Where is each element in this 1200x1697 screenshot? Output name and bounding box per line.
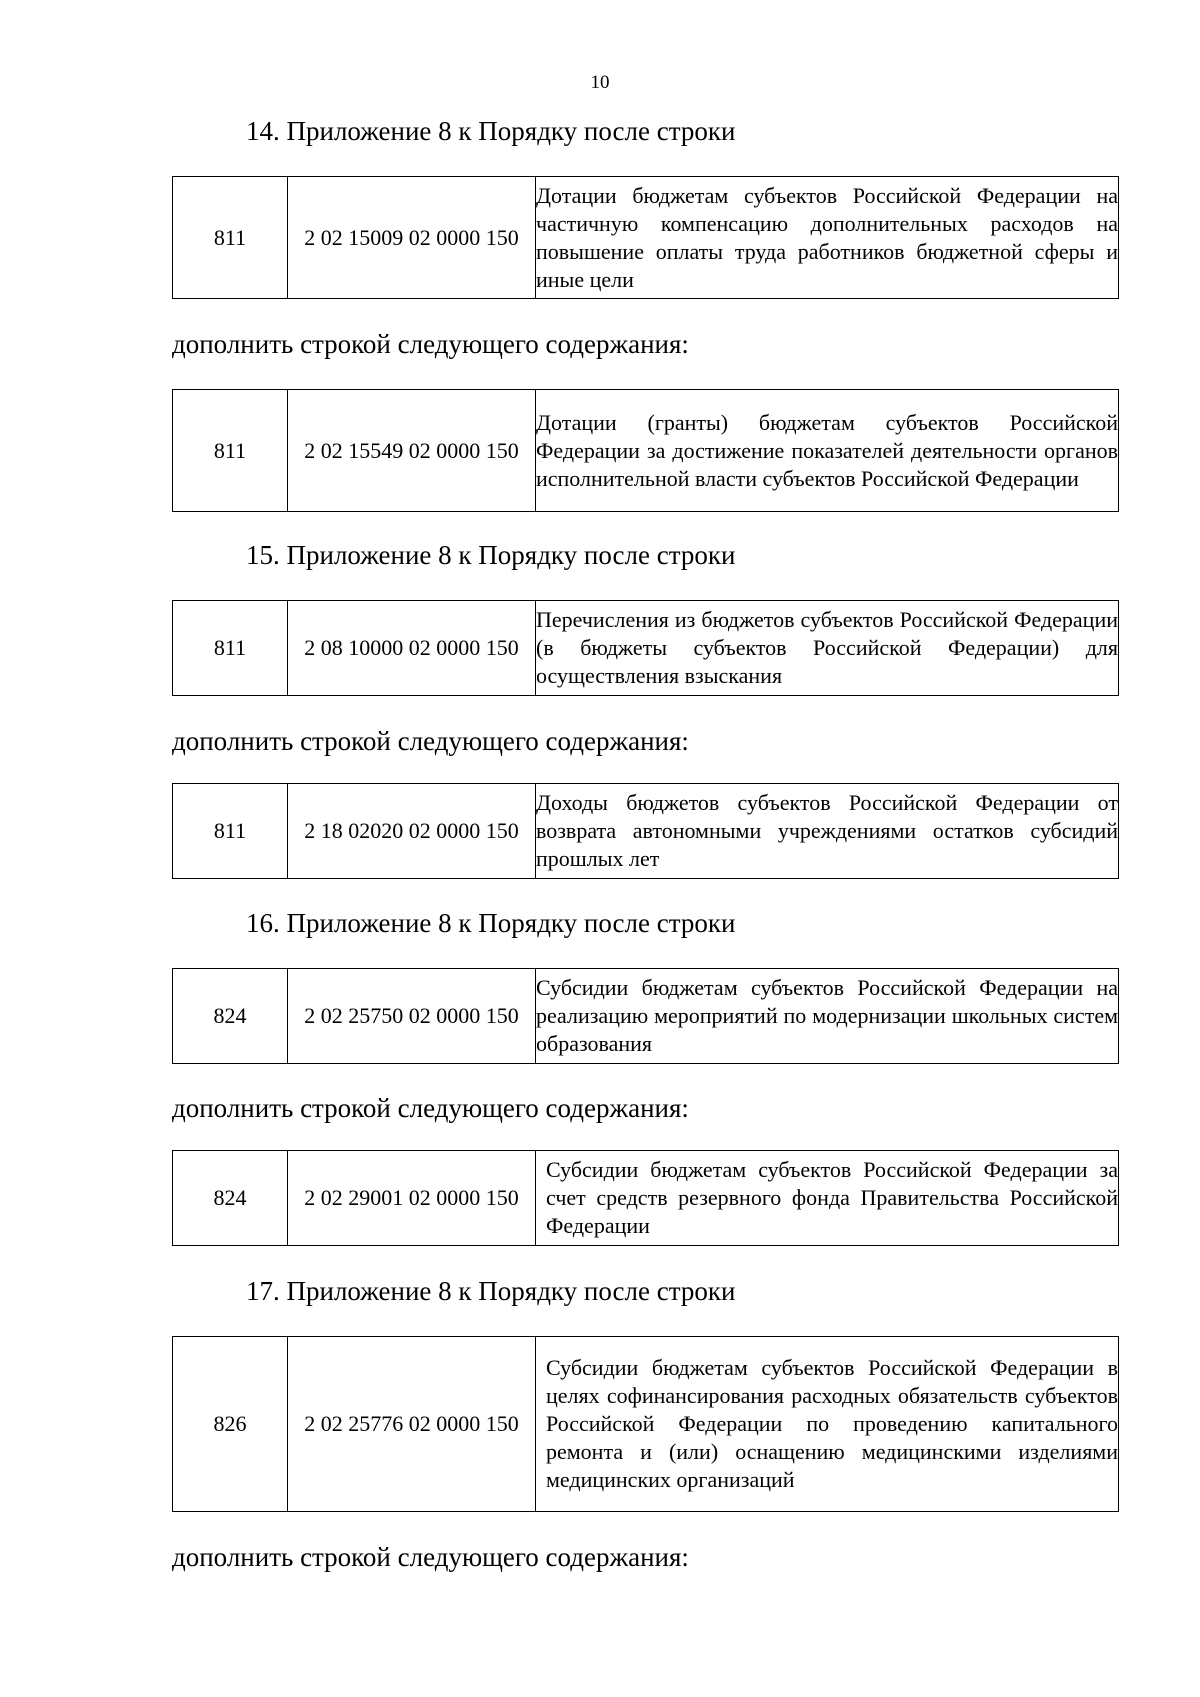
item-17-heading: 17. Приложение 8 к Порядку после строки [246,1276,736,1306]
item-15-heading: 15. Приложение 8 к Порядку после строки [246,540,736,570]
item-15-source-row-table [172,600,1119,696]
item-14-source-row-table [172,176,1119,299]
description-line: Субсидии бюджетам субъектов Российской [546,1157,972,1182]
table-row [173,390,1119,512]
description-line: обязательств субъектов Российской Федерации [546,1383,1119,1436]
revenue-code-cell: 2 02 29001 02 0000 150 [288,1151,536,1246]
table-row [173,177,1119,299]
item-16-heading: 16. Приложение 8 к Порядку после строки [246,908,736,938]
description-line: организаций [676,1467,795,1492]
admin-code-cell: 811 [173,177,288,299]
description-line: по модернизации школьных систем образования [536,1003,1119,1056]
item-14-heading: 14. Приложение 8 к Порядку после строки [246,116,736,146]
description-line: Субсидии бюджетам субъектов Российской [546,1355,977,1380]
description-line: Федерации на реализацию мероприятий [536,975,1118,1028]
description-line: на частичную компенсацию дополнительных расходов [536,182,1118,236]
description-cell [536,784,1119,879]
item-17-addition-text: дополнить строкой следующего содержания: [172,1542,689,1572]
revenue-code-cell: 2 18 02020 02 0000 150 [288,784,536,879]
item-16-new-row-table [172,1150,1119,1246]
description-line: Федерации) для осуществления взыскания [536,635,1118,688]
item-16-addition-text: дополнить строкой следующего содержания: [172,1093,689,1123]
table-row [173,1337,1119,1512]
description-cell [536,1151,1119,1246]
admin-code-cell: 811 [173,601,288,696]
page-number: 10 [590,72,610,93]
revenue-code-cell: 2 02 15549 02 0000 150 [288,390,536,512]
description-line: органов исполнительной власти субъектов Российской [536,437,1118,491]
description-line: по проведению капитального ремонта и (или) [546,1411,1118,1464]
revenue-code-cell: 2 02 25776 02 0000 150 [288,1337,536,1512]
item-14-addition-text: дополнить строкой следующего содержания: [172,329,689,359]
revenue-code-cell: 2 08 10000 02 0000 150 [288,601,536,696]
item-15-new-row-table [172,783,1119,879]
item-14-new-row-table [172,389,1119,512]
admin-code-cell: 811 [173,784,288,879]
revenue-code-cell: 2 02 25750 02 0000 150 [288,969,536,1064]
admin-code-cell: 824 [173,969,288,1064]
description-line: на повышение оплаты труда работников бюджетной [536,210,1119,264]
description-line: Федерации за счет средств резервного фонда [546,1157,1119,1210]
description-line: Федерации в целях софинансирования расходных [546,1355,1118,1408]
table-row [173,969,1119,1064]
description-line: Федерации (в бюджеты субъектов Российской [536,607,1118,660]
item-16-source-row-table [172,968,1119,1064]
description-cell [536,1337,1119,1512]
admin-code-cell: 811 [173,390,288,512]
item-17-source-row-table [172,1336,1119,1512]
description-line: Федерации [974,465,1079,491]
description-line: субсидий прошлых лет [536,818,1118,871]
description-line: сферы и иные цели [536,238,1118,292]
admin-code-cell: 826 [173,1337,288,1512]
table-row [173,1151,1119,1246]
description-line: от возврата автономными учреждениями остатков [536,790,1118,843]
description-cell [536,969,1119,1064]
description-line: Правительства Российской Федерации [546,1185,1118,1238]
description-cell [536,390,1119,512]
table-row [173,601,1119,696]
description-line: Перечисления из бюджетов субъектов Российской [536,607,1009,632]
description-line: оснащению медицинскими изделиями медицинских [546,1439,1119,1492]
description-cell [536,177,1119,299]
description-line: Субсидии бюджетам субъектов Российской [536,975,966,1000]
description-line: Федерации за достижение показателей деятельности [536,437,1037,463]
description-cell [536,601,1119,696]
admin-code-cell: 824 [173,1151,288,1246]
item-15-addition-text: дополнить строкой следующего содержания: [172,726,689,756]
revenue-code-cell: 2 02 15009 02 0000 150 [288,177,536,299]
table-row [173,784,1119,879]
description-line: Дотации (гранты) бюджетам субъектов Российской [536,409,1118,435]
description-line: Дотации бюджетам субъектов Российской Федерации [536,182,1081,208]
description-line: Доходы бюджетов субъектов Российской Федерации [536,790,1080,815]
